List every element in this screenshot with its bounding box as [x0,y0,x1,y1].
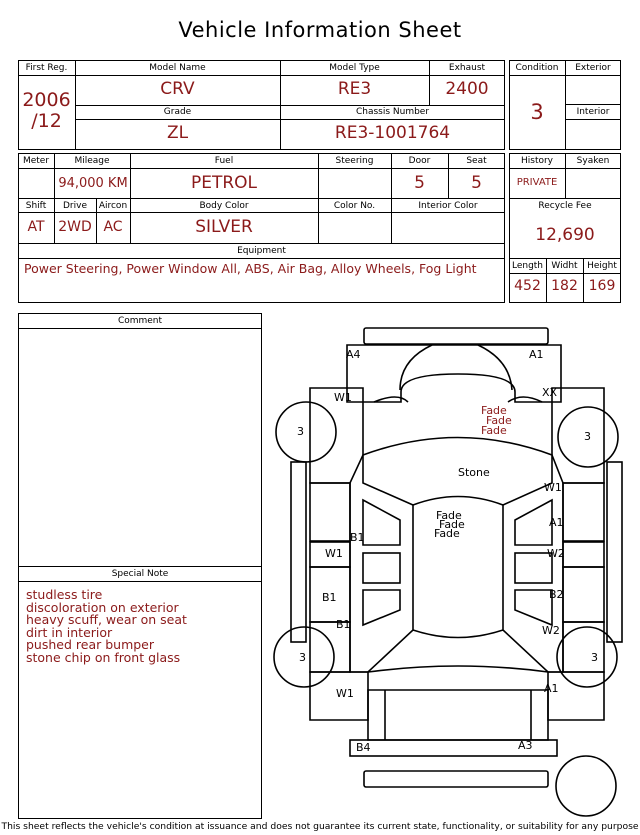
door-value: 5 [414,173,425,193]
first-reg-month: /12 [31,110,62,132]
meter-label: Meter [22,156,50,166]
tire-grade: 3 [299,651,306,664]
first-reg-label: First Reg. [25,63,68,73]
mark-stone: Stone [458,466,490,479]
color-no-label: Color No. [333,201,376,211]
mark-a3: A3 [518,739,533,752]
chassis-number-value: RE3-1001764 [334,123,451,143]
mark-w1: W1 [544,481,562,494]
mark-fade: Fade [481,404,507,417]
special-note-line: dirt in interior [26,625,113,640]
interior-label: Interior [576,107,610,117]
aircon-label: Aircon [98,201,128,211]
body-color-label: Body Color [199,201,249,211]
drive-label: Drive [63,201,87,211]
mark-xx: XX [542,386,558,399]
mark-w1: W1 [325,547,343,560]
model-name-value: CRV [160,79,195,99]
drive-value: 2WD [58,219,92,235]
disclaimer-footer: This sheet reflects the vehicle's condition at issuance and does not guarantee its current state, functionality, or suitability for any purpose [1,821,639,832]
mark-b1: B1 [322,591,337,604]
mark-a4: A4 [346,348,361,361]
mark-fade: Fade [439,518,465,531]
chassis-number-label: Chassis Number [355,107,430,117]
sheet-title: Vehicle Information Sheet [178,18,462,42]
steering-label: Steering [335,156,374,166]
special-note-line: pushed rear bumper [26,637,155,652]
model-type-value: RE3 [337,79,372,99]
height-label: Height [587,261,617,271]
recycle-fee-label: Recycle Fee [538,201,592,211]
tire-grade: 3 [297,425,304,438]
aircon-value: AC [103,219,123,235]
shift-label: Shift [25,201,47,211]
mark-a1: A1 [529,348,544,361]
fuel-label: Fuel [214,156,234,166]
exhaust-value: 2400 [445,79,489,99]
mileage-label: Mileage [74,156,110,166]
syaken-label: Syaken [576,156,610,166]
mark-fade: Fade [486,414,512,427]
tire-grade: 3 [591,651,598,664]
mark-a1: A1 [549,516,564,529]
history-value: PRIVATE [516,177,558,188]
mileage-value: 94,000 KM [58,176,128,191]
mark-b1: B1 [350,531,365,544]
mark-fade: Fade [434,527,460,540]
first-reg-year: 2006 [22,89,71,111]
mark-fade: Fade [481,424,507,437]
special-note-label: Special Note [111,569,169,579]
fuel-value: PETROL [190,173,258,193]
mark-b1: B1 [336,618,351,631]
width-value: 182 [551,278,578,294]
recycle-fee-value: 12,690 [535,225,595,245]
special-note-line: discoloration on exterior [26,600,179,615]
exterior-label: Exterior [575,63,611,73]
mark-a1: A1 [544,682,559,695]
comment-label: Comment [117,316,163,326]
mark-b4: B4 [356,741,371,754]
condition-label: Condition [515,63,559,73]
special-note-line: studless tire [26,587,103,602]
mark-w2: W2 [547,547,565,560]
mark-fade: Fade [436,509,462,522]
mark-b2: B2 [549,588,564,601]
tire-grade: 3 [584,430,591,443]
length-value: 452 [514,278,541,294]
model-name-label: Model Name [149,63,206,73]
special-note-line: heavy scuff, wear on seat [26,612,187,627]
history-label: History [520,156,554,166]
mark-w1: W1 [334,391,352,404]
seat-label: Seat [466,156,487,166]
model-type-label: Model Type [329,63,380,73]
seat-value: 5 [471,173,482,193]
mark-w2: W2 [542,624,560,637]
length-label: Length [511,261,544,271]
height-value: 169 [588,278,616,294]
equipment-value: Power Steering, Power Window All, ABS, Air Bag, Alloy Wheels, Fog Light [24,261,477,276]
grade-label: Grade [163,107,192,117]
door-label: Door [408,156,431,166]
special-note-line: stone chip on front glass [26,650,181,665]
interior-color-label: Interior Color [418,201,478,211]
condition-value: 3 [530,100,544,124]
exhaust-label: Exhaust [448,63,486,73]
body-color-value: SILVER [195,217,253,237]
width-label: Widht [551,261,578,271]
grade-value: ZL [166,123,189,143]
mark-w1: W1 [336,687,354,700]
shift-value: AT [27,219,45,235]
equipment-label: Equipment [237,246,286,256]
